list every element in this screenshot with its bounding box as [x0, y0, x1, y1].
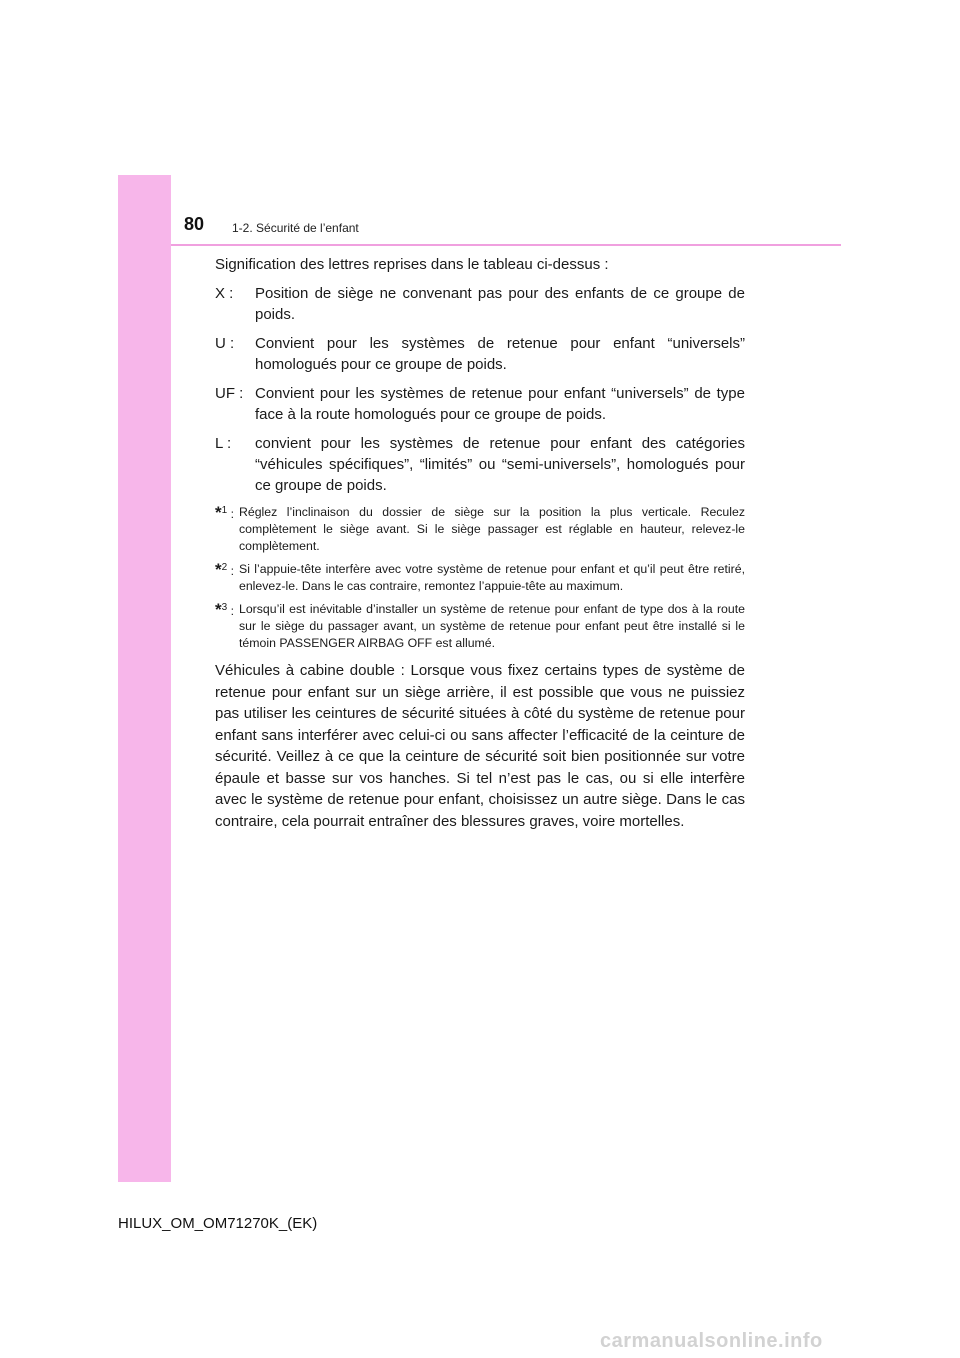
legend-code: U :	[215, 335, 235, 352]
footnote-separator: :	[230, 604, 235, 618]
footnote-marker	[215, 504, 239, 555]
footnote-1	[215, 504, 745, 555]
legend-item-l	[215, 433, 745, 496]
footnote-number: 2	[221, 561, 228, 573]
document-code: HILUX_OM_OM71270K_(EK)	[118, 1215, 318, 1232]
page-content	[215, 254, 745, 847]
footnote-marker	[215, 601, 239, 652]
legend-text: Convient pour les systèmes de retenue pour enfant “universels” homologués pour ce groupe de poids.	[255, 335, 745, 373]
section-title: 1-2. Sécurité de l’enfant	[232, 221, 359, 235]
footnote-separator: :	[230, 564, 235, 578]
asterisk-glyph: *	[215, 503, 222, 522]
footnote-3	[215, 601, 745, 652]
footnote-number: 1	[221, 504, 228, 516]
legend-text: Convient pour les systèmes de retenue pour enfant “universels” de type face à la route homologués pour ce groupe de poids.	[255, 385, 745, 423]
legend-code: UF :	[215, 385, 244, 402]
legend-item-uf	[215, 383, 745, 425]
footnote-2	[215, 561, 745, 595]
footnote-marker	[215, 561, 239, 595]
page-number: 80	[184, 214, 205, 234]
watermark: carmanualsonline.info	[600, 1330, 823, 1352]
double-cab-paragraph: Véhicules à cabine double : Lorsque vous fixez certains types de système de retenue pour enfant sur un siège arrière, il est possible que vous ne puissiez pas utiliser les ceintures de sécurité situées à côté du système de retenue pour enfant sans interférer avec celui-ci ou sans affecter l’efficacité de la ceinture de sécurité. Veillez à ce que la ceinture de sécurité soit bien positionnée sur votre épaule et basse sur vos hanches. Si tel n’est pas le cas, ou si elle interfère avec le système de retenue pour enfant, choisissez un autre siège. Dans le cas contraire, cela pourrait entraîner des blessures graves, voire mortelles.	[215, 662, 745, 830]
legend-intro: Signification des lettres reprises dans le tableau ci-dessus :	[215, 256, 609, 273]
footnote-number: 3	[221, 601, 228, 613]
legend-code: X :	[215, 285, 234, 302]
footnote-separator: :	[230, 507, 235, 521]
legend-code: L :	[215, 435, 232, 452]
footnote-text: Si l’appuie-tête interfère avec votre système de retenue pour enfant et qu’il peut être retiré, enlevez-le. Dans le cas contraire, remontez l’appuie-tête au maximum.	[239, 562, 745, 593]
legend-text: convient pour les systèmes de retenue pour enfant des catégories “véhicules spécifiques”, “limités” ou “semi-universels”, homologués pour ce groupe de poids.	[255, 435, 745, 494]
side-tab-strip	[118, 175, 171, 1182]
footnote-text: Lorsqu’il est inévitable d’installer un système de retenue pour enfant de type dos à la route sur le siège du passager avant, un système de retenue pour enfant peut être installé si le témoin PASSENGER AIRBAG OFF est allumé.	[239, 602, 745, 650]
asterisk-glyph: *	[215, 560, 222, 579]
asterisk-glyph: *	[215, 600, 222, 619]
legend-item-x	[215, 283, 745, 325]
header-divider	[171, 244, 841, 246]
legend-item-u	[215, 333, 745, 375]
legend-text: Position de siège ne convenant pas pour des enfants de ce groupe de poids.	[255, 285, 745, 323]
footnote-text: Réglez l’inclinaison du dossier de siège sur la position la plus verticale. Reculez complètement le siège avant. Si le siège passager est réglable en hauteur, relevez-le complètement.	[239, 505, 745, 553]
